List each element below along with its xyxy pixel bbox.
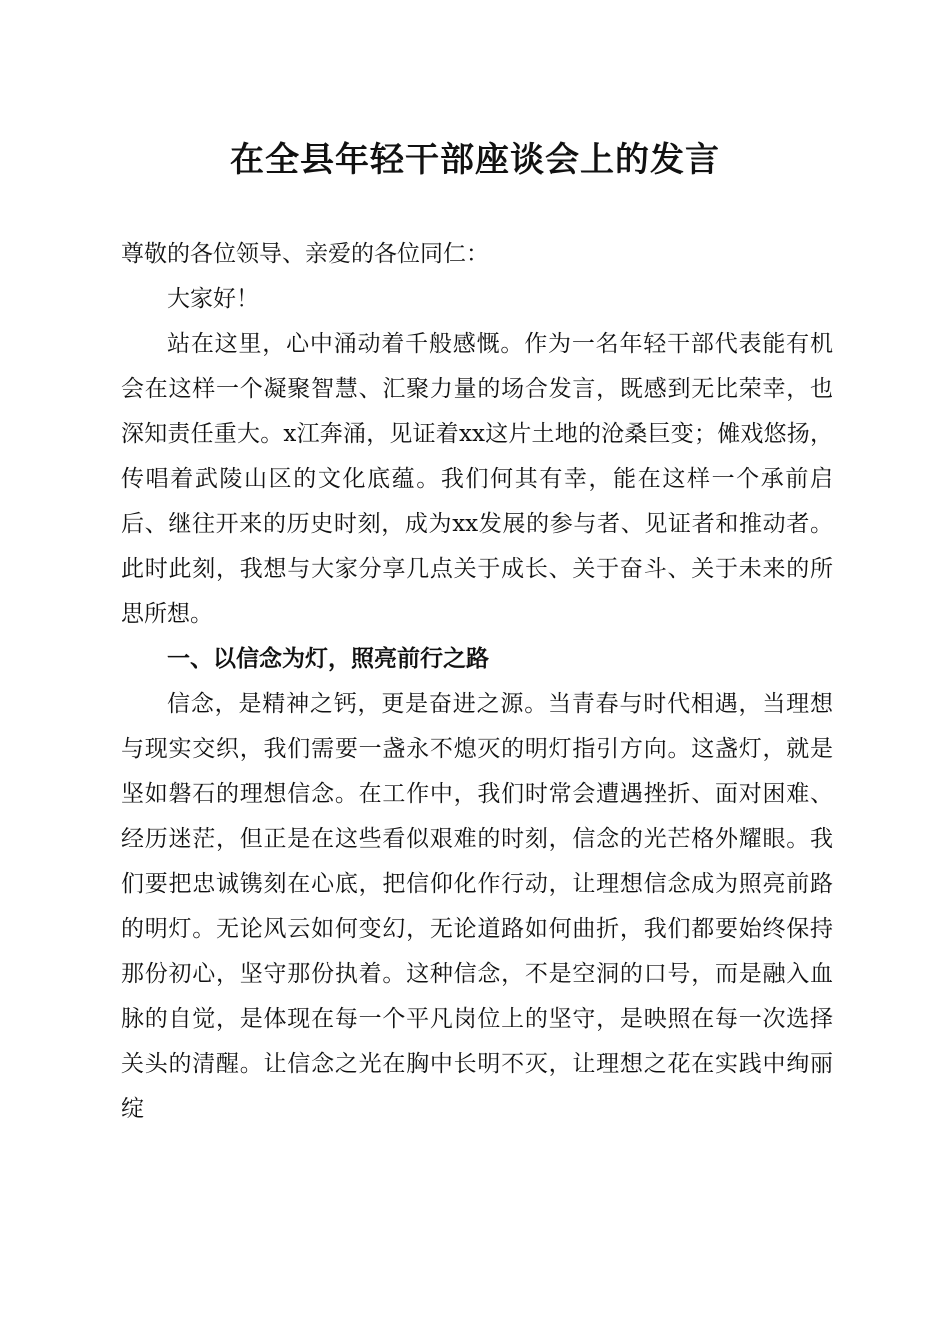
page-title: 在全县年轻干部座谈会上的发言 <box>230 140 720 180</box>
section-heading-1: 一、以信念为灯，照亮前行之路 <box>167 646 489 672</box>
paragraph-intro: 站在这里，心中涌动着千般感慨。作为一名年轻干部代表能有机会在这样一个凝聚智慧、汇聚力量的场合发言，既感到无比荣幸，也深知责任重大。x江奔涌，见证着xx这片土地的沧桑巨变；傩戏悠扬，传唱着武陵山区的文化底蕴。我们何其有幸，能在这样一个承前启后、继往开来的历史时刻，成为xx发展的参与者、见证者和推动者。此时此刻，我想与大家分享几点关于成长、关于奋斗、关于未来的所思所想。 <box>121 331 833 627</box>
salutation: 尊敬的各位领导、亲爱的各位同仁： <box>121 241 489 267</box>
document-body <box>121 232 833 1132</box>
greeting: 大家好！ <box>167 286 259 312</box>
paragraph-section-1: 信念，是精神之钙，更是奋进之源。当青春与时代相遇，当理想与现实交织，我们需要一盏永不熄灭的明灯指引方向。这盏灯，就是坚如磐石的理想信念。在工作中，我们时常会遭遇挫折、面对困难、经历迷茫，但正是在这些看似艰难的时刻，信念的光芒格外耀眼。我们要把忠诚镌刻在心底，把信仰化作行动，让理想信念成为照亮前路的明灯。无论风云如何变幻，无论道路如何曲折，我们都要始终保持那份初心，坚守那份执着。这种信念，不是空洞的口号，而是融入血脉的自觉，是体现在每一个平凡岗位上的坚守，是映照在每一次选择关头的清醒。让信念之光在胸中长明不灭，让理想之花在实践中绚丽绽 <box>121 691 833 1122</box>
